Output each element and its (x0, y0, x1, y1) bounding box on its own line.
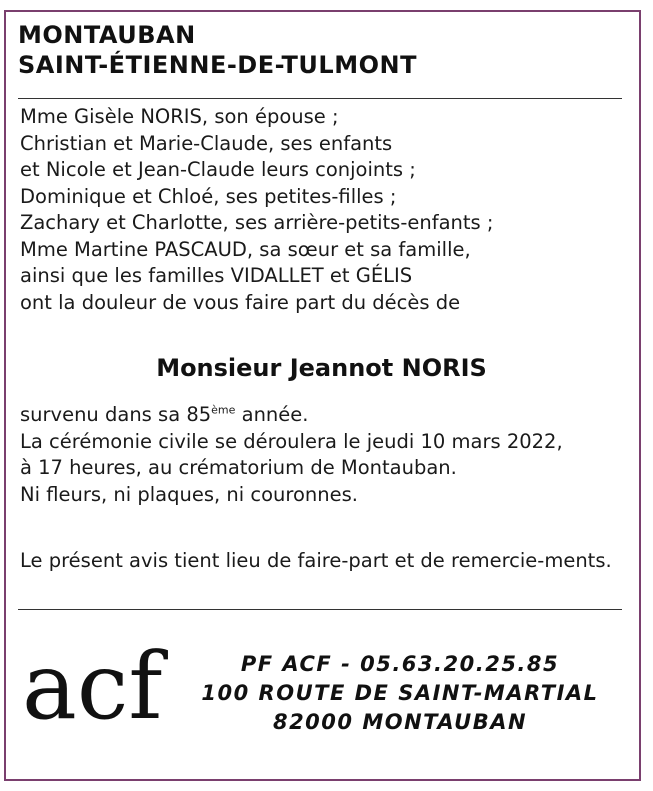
heading-commune: SAINT-ÉTIENNE-DE-TULMONT (18, 51, 417, 79)
ceremony-details (20, 402, 563, 508)
flowers-line: Ni fleurs, ni plaques, ni couronnes. (20, 482, 359, 506)
logo-letters: acf (22, 640, 163, 740)
family-line: ont la douleur de vous faire part du décès de (20, 290, 461, 314)
age-end: année. (235, 403, 309, 426)
family-line: Mme Gisèle NORIS, son épouse ; (20, 105, 339, 128)
funeral-home-address: 100 ROUTE DE SAINT-MARTIAL (201, 681, 599, 705)
deceased-name: Monsieur Jeannot NORIS (156, 354, 487, 382)
funeral-home-phone: PF ACF - 05.63.20.25.85 (240, 652, 560, 676)
family-line: Dominique et Chloé, ses petites-filles ; (20, 184, 397, 208)
funeral-home-contact (170, 650, 630, 737)
family-line: Zachary et Charlotte, ses arrière-petits-enfants ; (20, 211, 494, 234)
age-line (20, 402, 563, 429)
ceremony-line: La cérémonie civile se déroulera le jeudi 10 mars 2022, (20, 429, 563, 453)
location-heading (18, 20, 417, 80)
family-line: ainsi que les familles VIDALLET et GÉLIS (20, 264, 413, 287)
acf-logo (22, 640, 172, 740)
bottom-divider (18, 609, 622, 610)
heading-city: MONTAUBAN (18, 21, 196, 49)
funeral-home-city: 82000 MONTAUBAN (272, 710, 528, 734)
family-line: Mme Martine PASCAUD, sa sœur et sa famille, (20, 237, 471, 261)
notice-text: Le présent avis tient lieu de faire-part et de remercie-ments. (20, 549, 612, 572)
family-announcement (20, 104, 493, 316)
age-prefix: survenu dans sa 85 (20, 403, 212, 426)
family-line: et Nicole et Jean-Claude leurs conjoints ; (20, 158, 416, 181)
age-superscript: ème (211, 403, 236, 417)
top-divider (18, 98, 622, 99)
family-line: Christian et Marie-Claude, ses enfants (20, 131, 393, 155)
ceremony-line: à 17 heures, au crématorium de Montauban. (20, 456, 457, 479)
